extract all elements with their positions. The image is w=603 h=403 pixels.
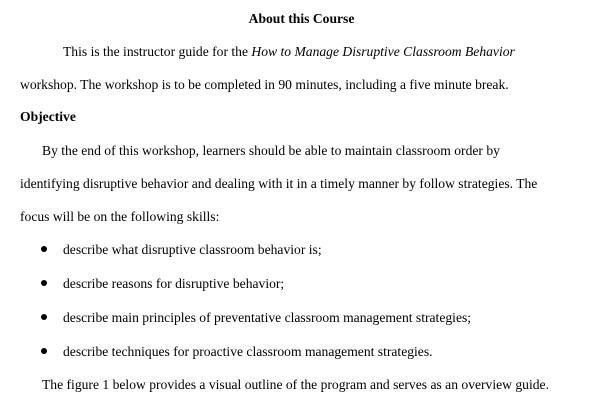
intro-line-1 [63,43,515,60]
list-item-text: describe reasons for disruptive behavior; [63,276,285,291]
objective-line-1: By the end of this workshop, learners should be able to maintain classroom order by [42,143,500,158]
objective-heading: Objective [20,109,76,124]
bullet-icon [41,314,47,320]
list-item-text: describe techniques for proactive classroom management strategies. [63,344,433,359]
objective-line-3: focus will be on the following skills: [20,209,220,224]
bullet-icon [41,280,47,286]
intro-line-2: workshop. The workshop is to be completed in 90 minutes, including a five minute break. [20,77,509,92]
objective-line-2: identifying disruptive behavior and dealing with it in a timely manner by follow strategies. The [20,176,538,191]
intro-line-1-text: This is the instructor guide for the [63,44,252,59]
page-title: About this Course [248,11,355,26]
bullet-icon [41,348,47,354]
workshop-title: How to Manage Disruptive Classroom Behavior [251,44,515,59]
list-item-text: describe what disruptive classroom behavior is; [63,242,322,257]
closing-line: The figure 1 below provides a visual outline of the program and serves as an overview guide. [42,377,549,392]
list-item-text: describe main principles of preventative classroom management strategies; [63,310,472,325]
bullet-icon [41,246,47,252]
